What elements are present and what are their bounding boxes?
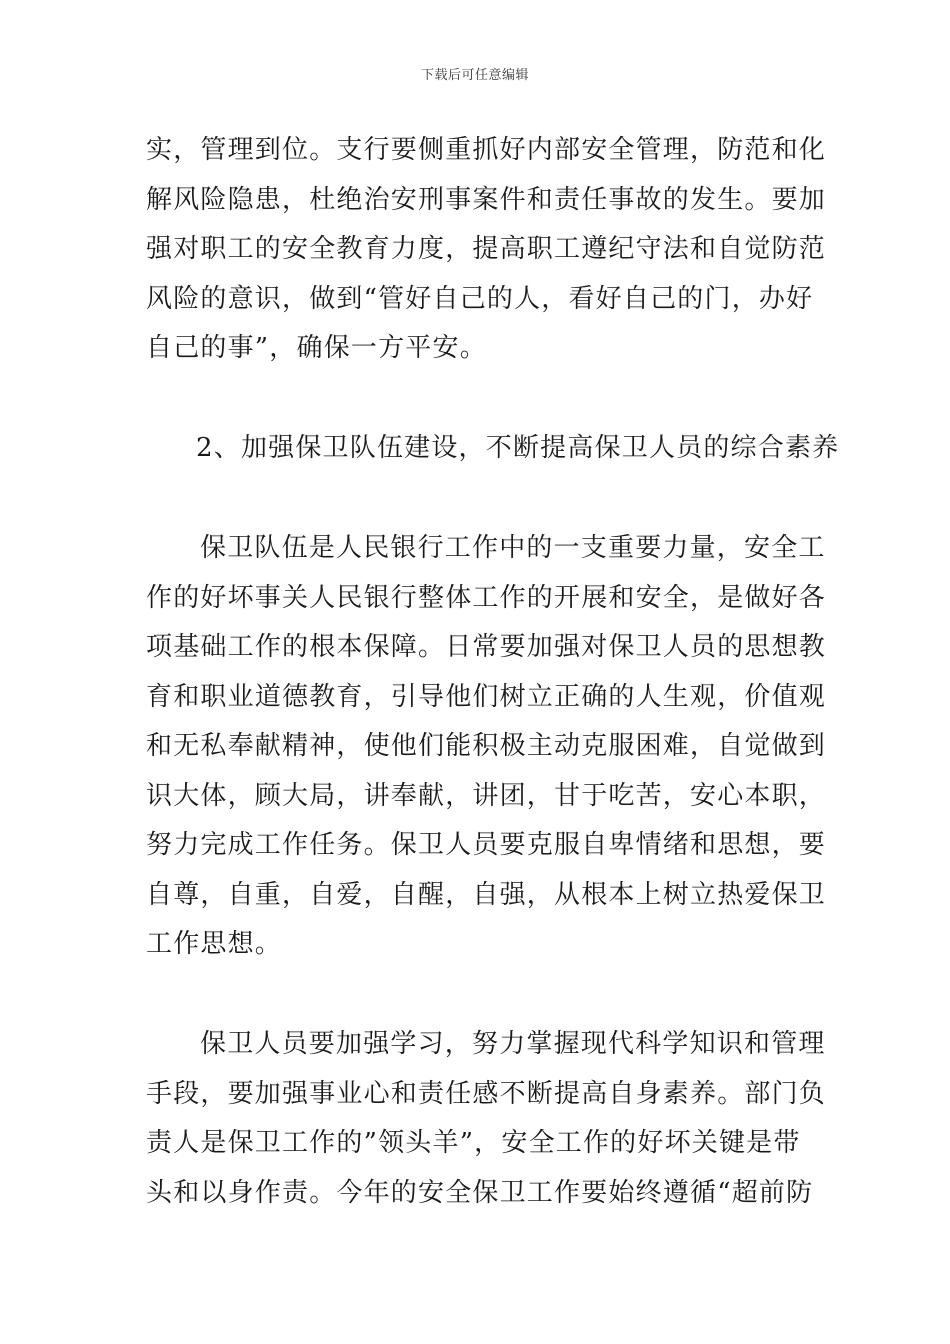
paragraph-2-line-1: 保卫队伍是人民银行工作中的一支重要力量，安全工 (200, 533, 826, 563)
paragraph-3-line-2: 手段，要加强事业心和责任感不断提高自身素养。部门负 (146, 1079, 827, 1109)
paragraph-1-line-5: 自己的事”，确保一方平安。 (146, 333, 487, 363)
paragraph-2-line-5: 和无私奉献精神，使他们能积极主动克服困难，自觉做到 (146, 731, 827, 761)
paragraph-2-line-8: 自尊，自重，自爱，自醒，自强，从根本上树立热爱保卫 (146, 880, 827, 910)
paragraph-1-line-1: 实，管理到位。支行要侧重抓好内部安全管理，防范和化 (146, 135, 827, 165)
paragraph-2-line-9: 工作思想。 (146, 929, 283, 959)
section-heading: 2、加强保卫队伍建设，不断提高保卫人员的综合素养 (196, 433, 840, 463)
paragraph-3-line-3: 责人是保卫工作的”领头羊”，安全工作的好坏关键是带 (146, 1128, 801, 1158)
paragraph-2-line-6: 识大体，顾大局，讲奉献，讲团，甘于吃苦，安心本职， (146, 781, 827, 811)
page-header-note: 下载后可任意编辑 (420, 68, 529, 83)
paragraph-1-line-4: 风险的意识，做到“管好自己的人，看好自己的门，办好 (146, 284, 814, 314)
paragraph-2-line-3: 项基础工作的根本保障。日常要加强对保卫人员的思想教 (146, 632, 827, 662)
paragraph-2-line-7: 努力完成工作任务。保卫人员要克服自卑情绪和思想，要 (146, 830, 827, 860)
paragraph-1-line-3: 强对职工的安全教育力度，提高职工遵纪守法和自觉防范 (146, 234, 827, 264)
paragraph-3-line-4: 头和以身作责。今年的安全保卫工作要始终遵循“超前防 (146, 1178, 814, 1208)
paragraph-1-line-2: 解风险隐患，杜绝治安刑事案件和责任事故的发生。要加 (146, 185, 827, 215)
paragraph-2-line-2: 作的好坏事关人民银行整体工作的开展和安全，是做好各 (146, 583, 827, 613)
paragraph-3-line-1: 保卫人员要加强学习，努力掌握现代科学知识和管理 (200, 1029, 826, 1059)
paragraph-2-line-4: 育和职业道德教育，引导他们树立正确的人生观，价值观 (146, 682, 827, 712)
